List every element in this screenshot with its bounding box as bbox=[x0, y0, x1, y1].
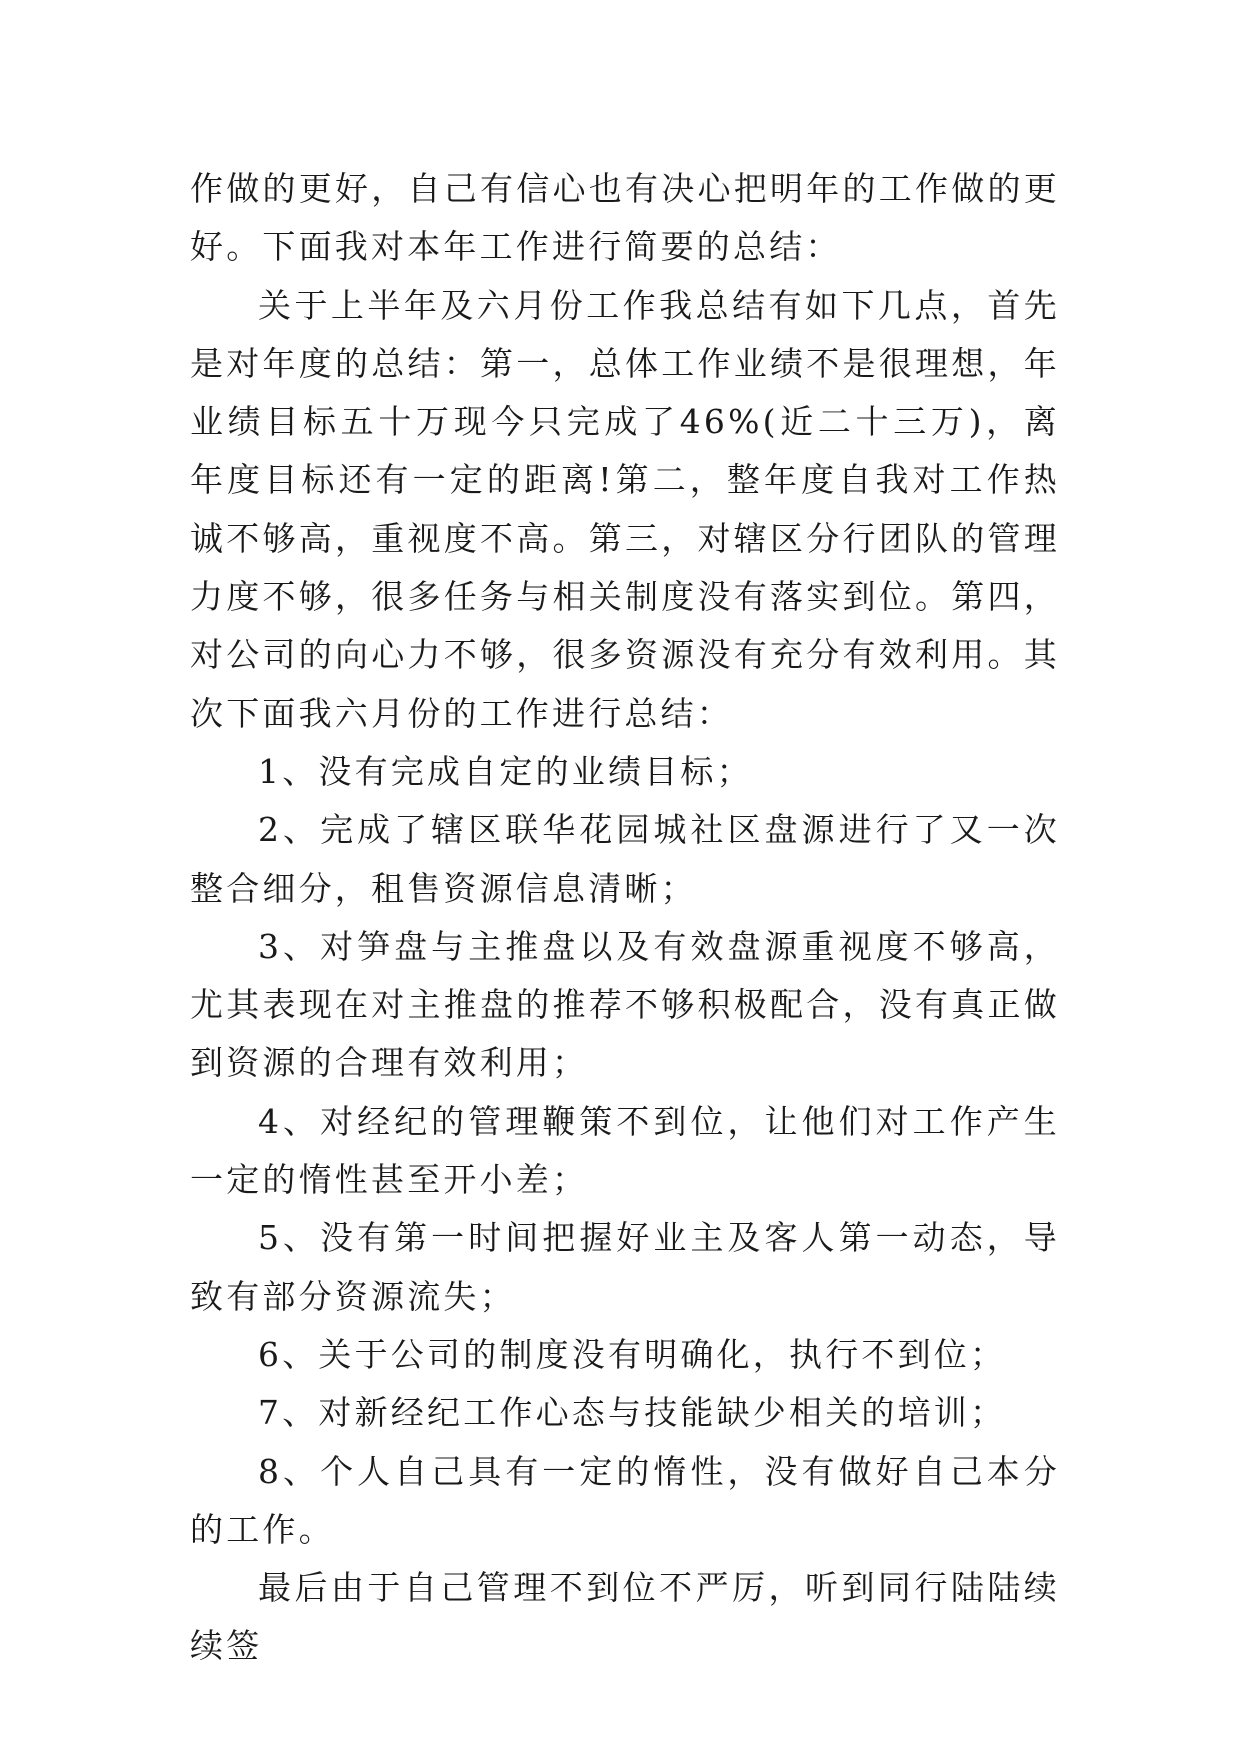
list-item-5: 5、没有第一时间把握好业主及客人第一动态，导致有部分资源流失； bbox=[190, 1218, 1060, 1316]
list-item-3: 3、对笋盘与主推盘以及有效盘源重视度不够高，尤其表现在对主推盘的推荐不够积极配合，没有真正做到资源的合理有效利用； bbox=[190, 926, 1060, 1083]
paragraph-closing: 最后由于自己管理不到位不严厉，听到同行陆陆续续签 bbox=[190, 1568, 1060, 1666]
list-item-1: 1、没有完成自定的业绩目标； bbox=[258, 751, 753, 791]
list-item-8: 8、个人自己具有一定的惰性，没有做好自己本分的工作。 bbox=[190, 1451, 1060, 1549]
paragraph-summary-overview: 关于上半年及六月份工作我总结有如下几点，首先是对年度的总结：第一，总体工作业绩不是很理想，年业绩目标五十万现今只完成了46%(近二十三万)，离年度目标还有一定的距离!第二，整年度自我对工作热诚不够高，重视度不高。第三，对辖区分行团队的管理力度不够，很多任务与相关制度没有落实到位。第四，对公司的向心力不够，很多资源没有充分有效利用。其次下面我六月份的工作进行总结： bbox=[190, 285, 1060, 733]
list-item-4: 4、对经纪的管理鞭策不到位，让他们对工作产生一定的惰性甚至开小差； bbox=[190, 1101, 1060, 1200]
list-item-7: 7、对新经纪工作心态与技能缺少相关的培训； bbox=[258, 1393, 1007, 1433]
list-item-6: 6、关于公司的制度没有明确化，执行不到位； bbox=[258, 1334, 1007, 1374]
paragraph-continuation: 作做的更好，自己有信心也有决心把明年的工作做的更好。下面我对本年工作进行简要的总结： bbox=[190, 169, 1060, 267]
document-body bbox=[190, 160, 1060, 1676]
list-item-2: 2、完成了辖区联华花园城社区盘源进行了又一次整合细分，租售资源信息清晰； bbox=[190, 810, 1060, 908]
